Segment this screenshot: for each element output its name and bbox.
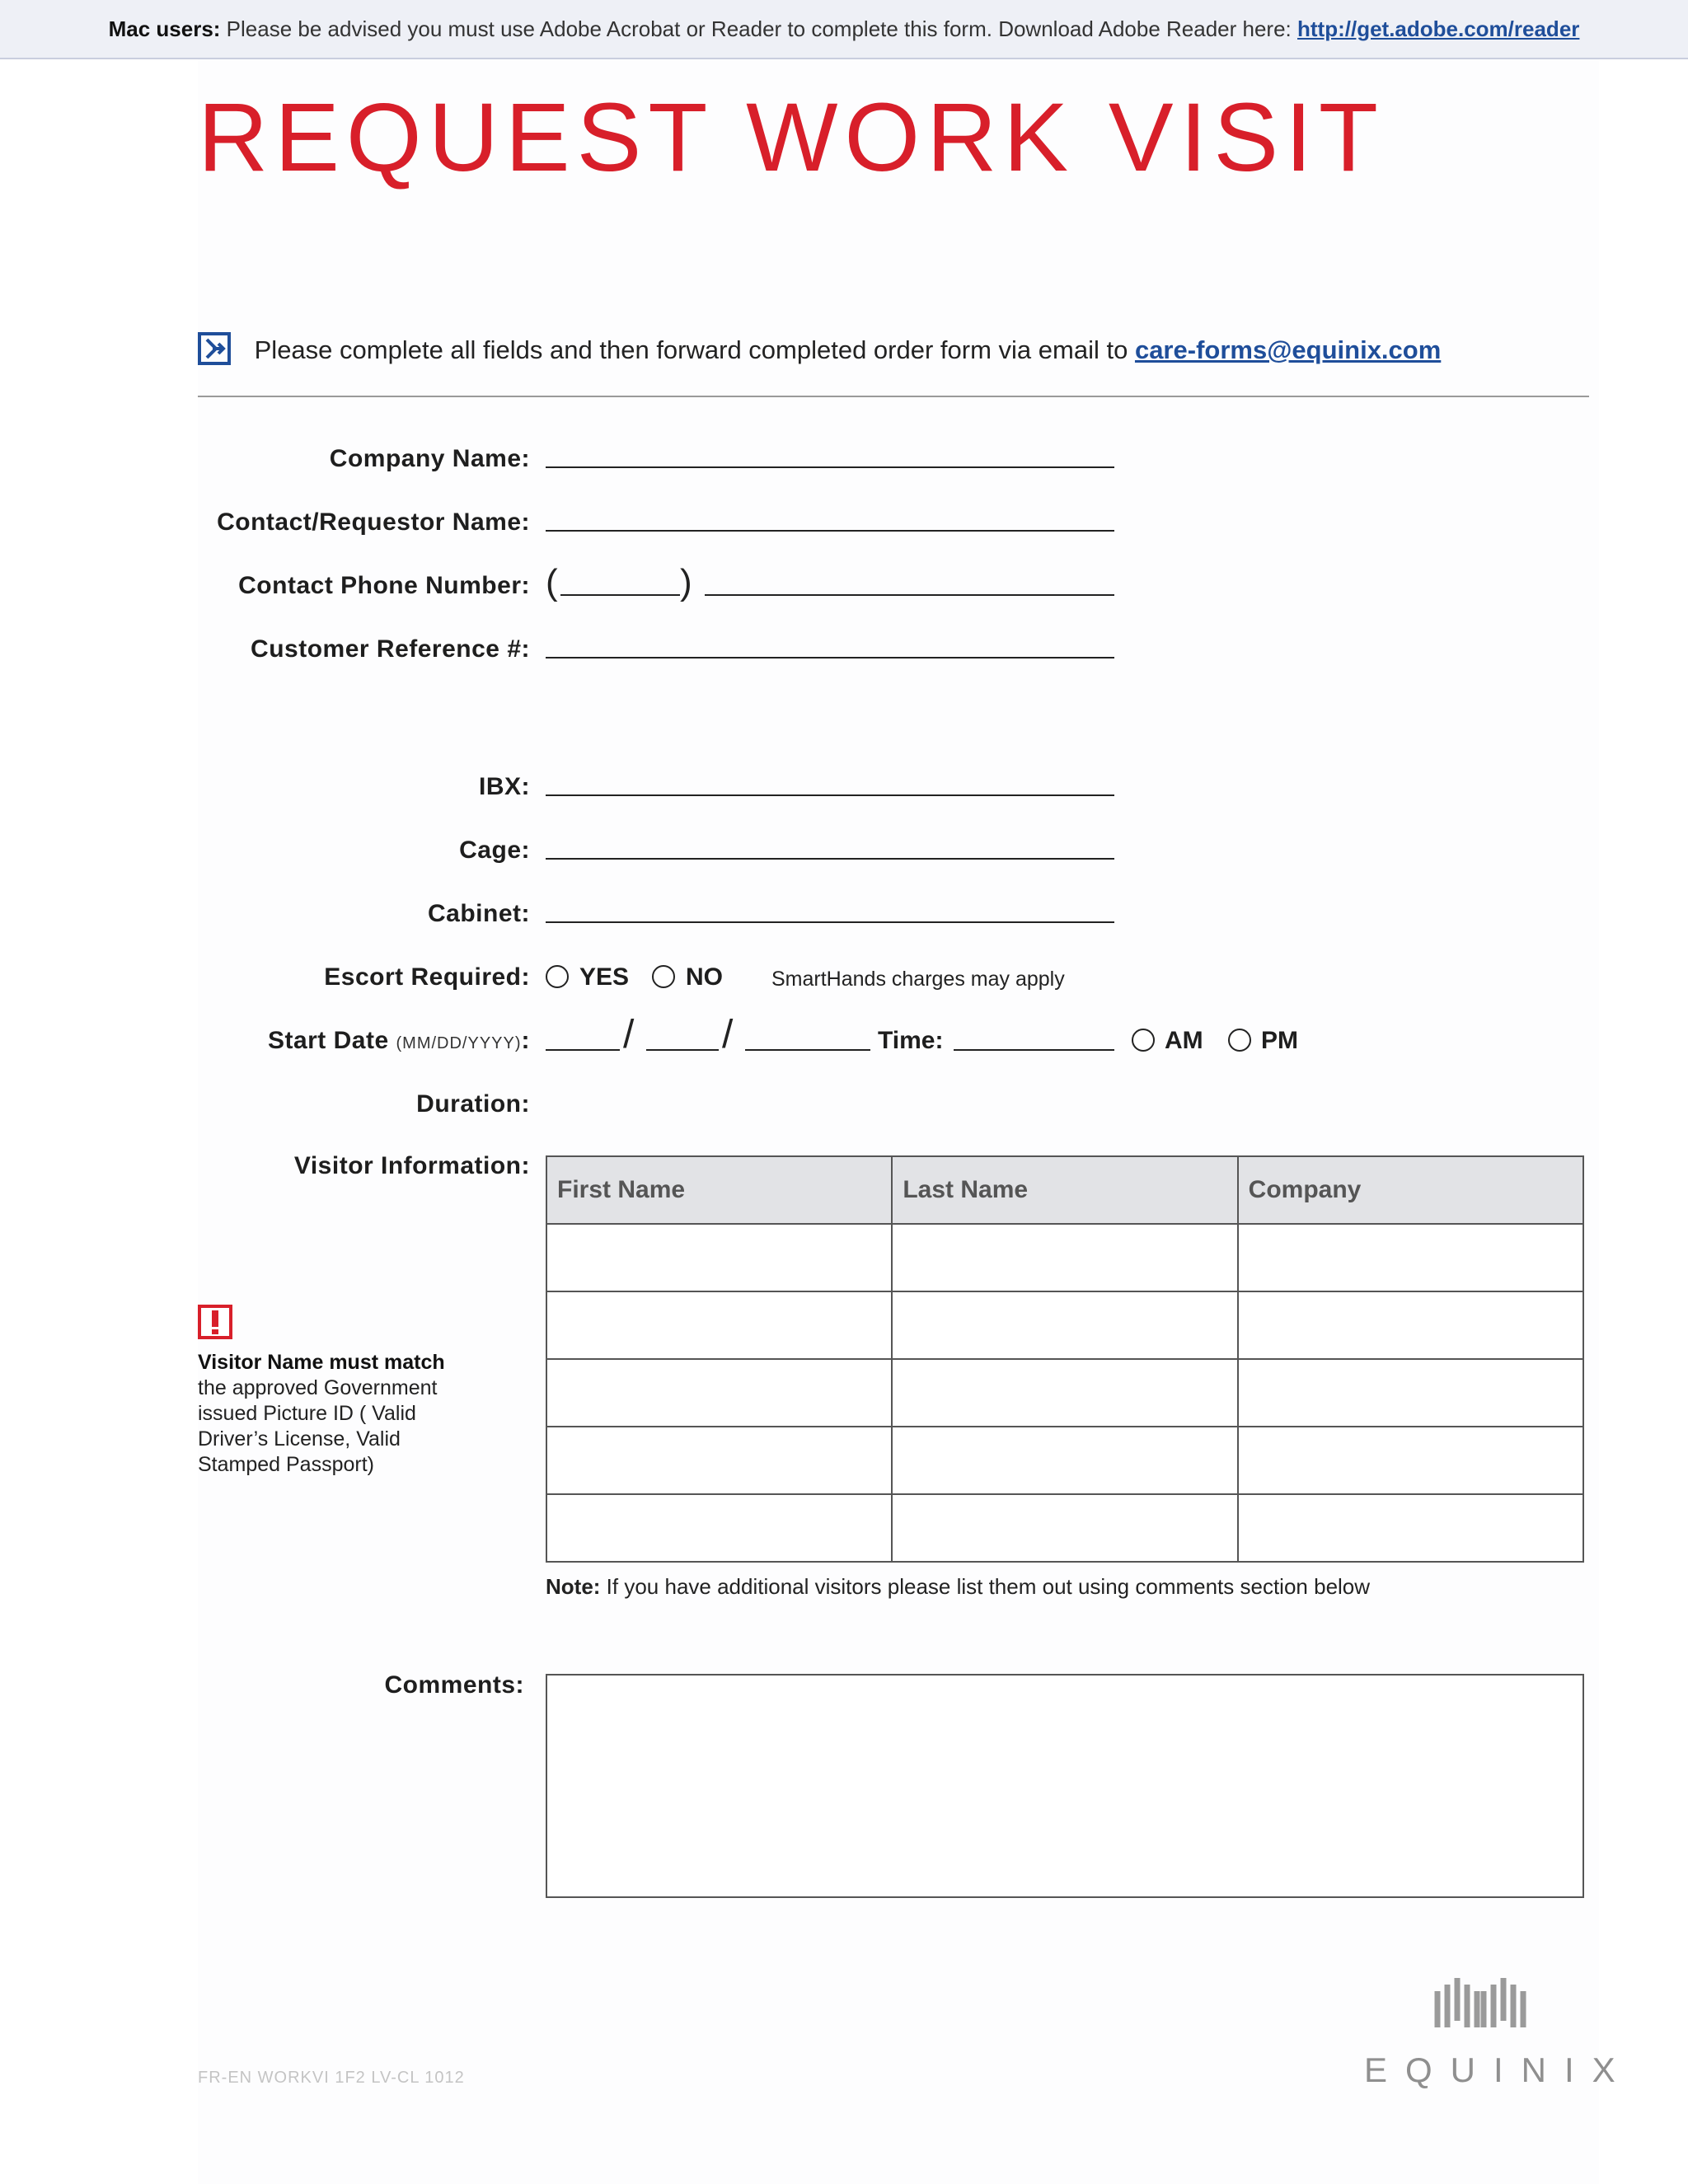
visitor-table-header [546, 1156, 1583, 1224]
date-separator: / [722, 1013, 734, 1057]
warning-line: Stamped Passport) [198, 1453, 374, 1476]
smarthands-note: SmartHands charges may apply [771, 968, 1065, 991]
escort-required-label: Escort Required: [324, 963, 530, 991]
start-date-year-field[interactable] [745, 1049, 870, 1051]
column-header-company: Company [1238, 1156, 1583, 1224]
company-name-field[interactable] [546, 466, 1114, 468]
table-row [546, 1359, 1583, 1427]
column-header-last-name: Last Name [892, 1156, 1237, 1224]
last-name-cell[interactable] [892, 1359, 1237, 1427]
first-name-cell[interactable] [546, 1291, 892, 1359]
customer-reference-field[interactable] [546, 657, 1114, 658]
date-format-hint: (MM/DD/YYYY) [396, 1034, 522, 1052]
equinix-logo-icon [1432, 1976, 1528, 2035]
page-title: REQUEST WORK VISIT [198, 83, 1385, 192]
table-row [546, 1291, 1583, 1359]
care-forms-email-link[interactable]: care-forms@equinix.com [1134, 335, 1442, 364]
customer-reference-label: Customer Reference #: [251, 635, 530, 663]
start-date-day-field[interactable] [646, 1049, 719, 1051]
adobe-reader-banner [0, 0, 1688, 59]
start-date-label-text: Start Date [267, 1027, 389, 1054]
date-separator: / [623, 1013, 635, 1057]
start-date-month-field[interactable] [546, 1049, 620, 1051]
ibx-label: IBX: [479, 773, 530, 800]
time-field[interactable] [954, 1049, 1114, 1051]
escort-yes-label: YES [579, 963, 630, 991]
escort-no-label: NO [686, 963, 723, 991]
last-name-cell[interactable] [892, 1224, 1237, 1291]
visitor-id-warning [198, 1350, 495, 1478]
company-name-label: Company Name: [329, 445, 530, 472]
equinix-logo-text: EQUINIX [1364, 2050, 1634, 2089]
duration-label: Duration: [416, 1090, 530, 1118]
last-name-cell[interactable] [892, 1427, 1237, 1494]
area-code-open-paren: ( [546, 562, 558, 602]
first-name-cell[interactable] [546, 1427, 892, 1494]
cabinet-label: Cabinet: [428, 900, 530, 927]
time-pm-radio[interactable] [1228, 1029, 1251, 1052]
warning-exclamation-icon [198, 1305, 232, 1339]
comments-textarea[interactable] [546, 1674, 1584, 1898]
escort-yes-radio[interactable] [546, 965, 569, 988]
additional-visitors-note [546, 1574, 1370, 1600]
adobe-reader-link[interactable]: http://get.adobe.com/reader [1297, 16, 1580, 41]
phone-number-field[interactable] [705, 594, 1114, 596]
escort-no-radio[interactable] [652, 965, 675, 988]
area-code-field[interactable] [560, 594, 680, 596]
note-text: If you have additional visitors please list them out using comments section below [606, 1574, 1371, 1599]
arrow-right-icon [198, 332, 231, 365]
warning-line: issued Picture ID ( Valid [198, 1402, 416, 1425]
visitor-table [546, 1155, 1584, 1563]
last-name-cell[interactable] [892, 1291, 1237, 1359]
area-code-close-paren: ) [680, 562, 692, 602]
column-header-first-name: First Name [546, 1156, 892, 1224]
company-cell[interactable] [1238, 1224, 1583, 1291]
banner-bold-label: Mac users: [108, 16, 221, 41]
cage-field[interactable] [546, 858, 1114, 860]
warning-line: Driver’s License, Valid [198, 1427, 401, 1451]
time-label: Time: [878, 1027, 944, 1054]
contact-name-label: Contact/Requestor Name: [217, 509, 530, 536]
company-cell[interactable] [1238, 1359, 1583, 1427]
visitor-information-label: Visitor Information: [293, 1152, 530, 1179]
form-code: FR-EN WORKVI 1F2 LV-CL 1012 [198, 2069, 465, 2087]
time-pm-label: PM [1261, 1027, 1298, 1054]
contact-name-field[interactable] [546, 530, 1114, 532]
contact-phone-label: Contact Phone Number: [238, 572, 530, 599]
warning-line: the approved Government [198, 1376, 438, 1399]
company-cell[interactable] [1238, 1427, 1583, 1494]
company-cell[interactable] [1238, 1494, 1583, 1562]
banner-text: Please be advised you must use Adobe Acrobat or Reader to complete this form. Download Adobe Reader here: [226, 16, 1292, 41]
first-name-cell[interactable] [546, 1494, 892, 1562]
last-name-cell[interactable] [892, 1494, 1237, 1562]
first-name-cell[interactable] [546, 1359, 892, 1427]
time-am-label: AM [1165, 1027, 1203, 1054]
table-row [546, 1427, 1583, 1494]
time-am-radio[interactable] [1132, 1029, 1155, 1052]
table-row [546, 1224, 1583, 1291]
divider [198, 396, 1589, 397]
note-bold-label: Note: [546, 1574, 601, 1599]
ibx-field[interactable] [546, 794, 1114, 796]
warning-bold-text: Visitor Name must match [198, 1351, 445, 1374]
start-date-label: Start Date (MM/DD/YYYY): [267, 1027, 530, 1054]
table-row [546, 1494, 1583, 1562]
cabinet-field[interactable] [546, 921, 1114, 923]
instruction-text: Please complete all fields and then forward completed order form via email to [254, 335, 1128, 364]
comments-label: Comments: [384, 1671, 524, 1699]
company-cell[interactable] [1238, 1291, 1583, 1359]
first-name-cell[interactable] [546, 1224, 892, 1291]
instruction-line [198, 330, 1441, 371]
cage-label: Cage: [459, 837, 530, 864]
